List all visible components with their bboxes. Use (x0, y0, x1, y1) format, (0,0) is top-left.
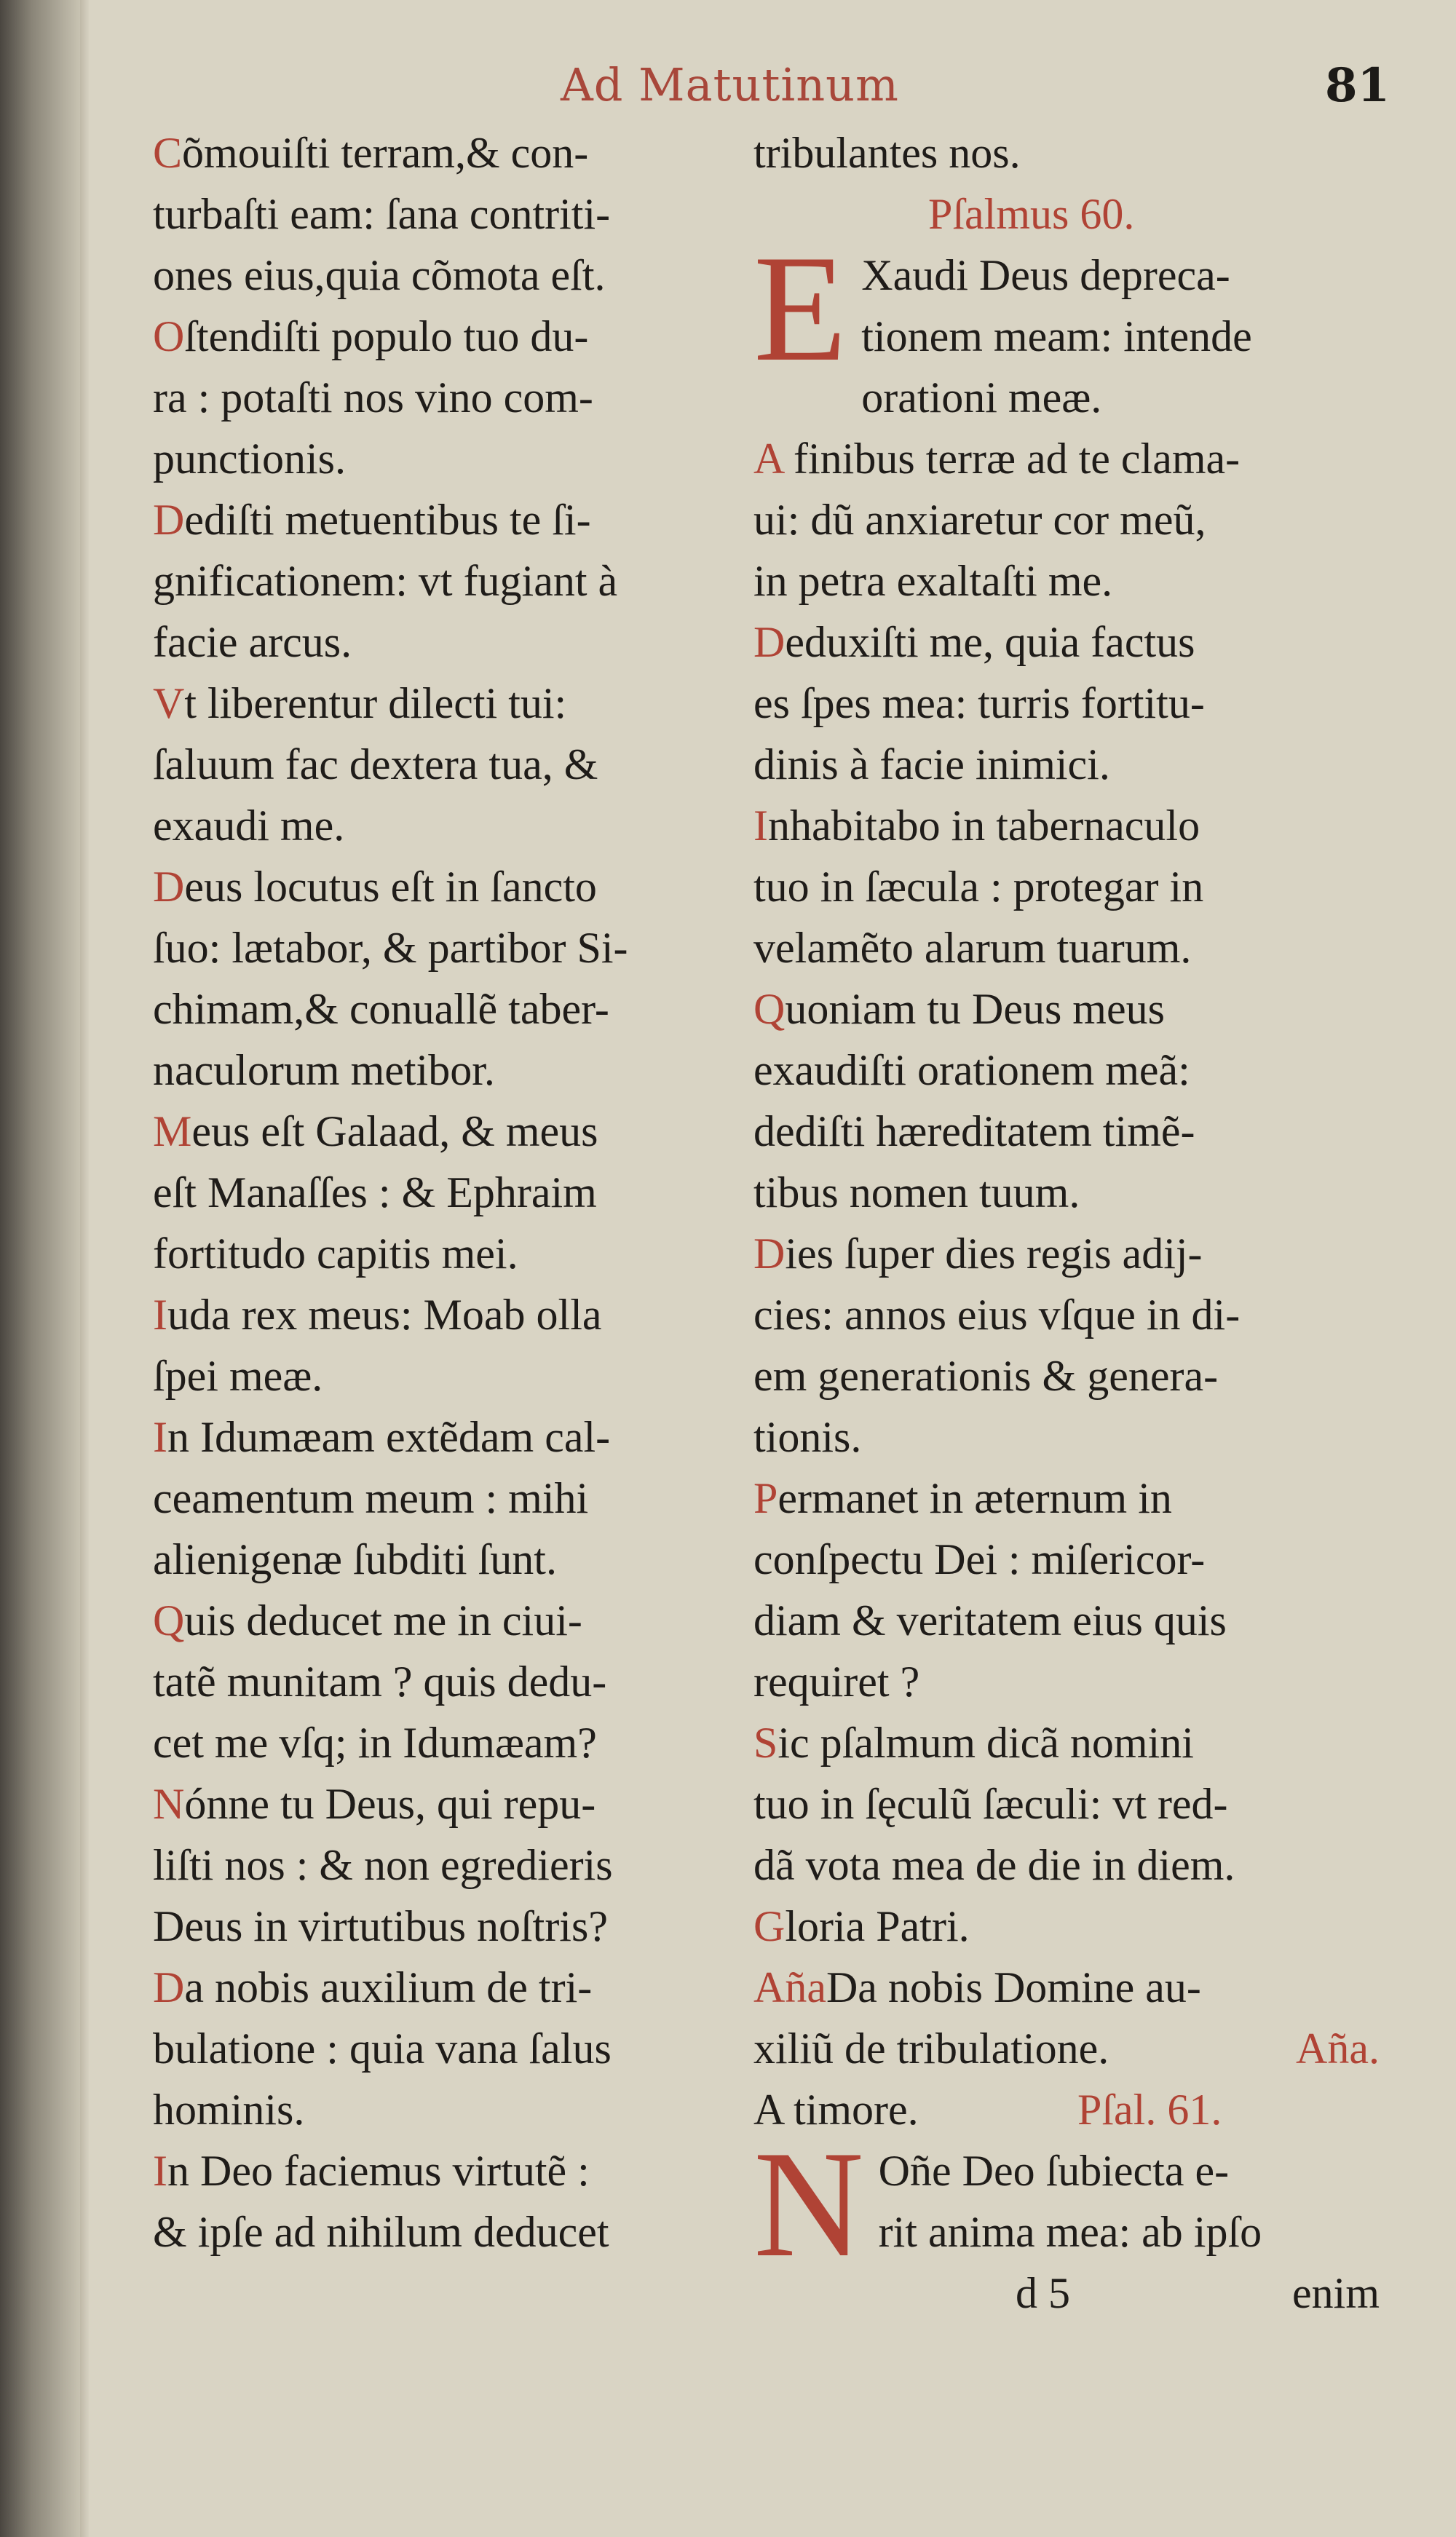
initial-letter: Q (753, 985, 786, 1033)
text-line (153, 1101, 735, 1162)
line-text: tionis. (753, 1413, 862, 1461)
line-text: a nobis auxilium de tri- (184, 1963, 593, 2011)
text-line (153, 1406, 735, 1468)
initial-letter: V (153, 679, 185, 727)
line-text: diam & veritatem eius quis (753, 1596, 1227, 1645)
line-text: ſpei meæ. (153, 1352, 323, 1400)
line-text: tuo in ſæcula : protegar in (753, 863, 1204, 911)
line-text: hominis. (153, 2086, 305, 2134)
line-text: ies ſuper dies regis adij- (785, 1230, 1203, 1278)
text-line (753, 1712, 1380, 1773)
line-text: punctionis. (153, 435, 346, 483)
initial-letter: I (753, 802, 768, 850)
text-line (153, 2018, 735, 2079)
text-line (153, 917, 735, 978)
line-text: es ſpes mea: turris fortitu- (753, 679, 1205, 727)
line-text: eus eſt Galaad, & meus (191, 1107, 598, 1155)
text-line (153, 795, 735, 856)
text-line (753, 1406, 1380, 1468)
text-line (153, 1223, 735, 1284)
signature-mark: d 5 (1016, 2269, 1070, 2317)
text-line (153, 1468, 735, 1529)
text-line (753, 489, 1380, 550)
text-line (753, 1896, 1380, 1957)
catchword: enim (1292, 2269, 1380, 2317)
text-line (153, 1345, 735, 1406)
drop-cap: N (753, 2120, 864, 2289)
line-text: facie arcus. (153, 618, 352, 666)
text-line (153, 1040, 735, 1101)
line-text: uis deducet me in ciui- (184, 1596, 582, 1645)
text-line (753, 856, 1380, 917)
antiphon-text: A timore. (753, 2086, 919, 2134)
initial-letter: S (753, 1719, 778, 1767)
line-text: t liberentur dilecti tui: (184, 679, 567, 727)
initial-letter: O (153, 312, 185, 360)
text-line (153, 183, 735, 245)
page-gutter (80, 0, 89, 2537)
initial-letter: N (153, 1780, 185, 1828)
line-text: ſuo: lætabor, & partibor Si- (153, 924, 628, 972)
text-line (753, 367, 1380, 428)
text-line (153, 2079, 735, 2140)
initial-letter: P (753, 1474, 778, 1522)
text-line: tribulantes nos. (753, 129, 1021, 177)
text-line (753, 1162, 1380, 1223)
initial-letter: D (153, 1963, 185, 2011)
psalm-opening (753, 224, 1380, 393)
text-line (753, 734, 1380, 795)
right-column (753, 122, 1380, 2324)
line-text: dinis à facie inimici. (753, 740, 1110, 788)
text-line: Xaudi Deus depreca- (861, 251, 1230, 299)
psalm-title: Pſalmus 60. (928, 190, 1135, 238)
antiphon-line (753, 2018, 1380, 2079)
text-line (153, 367, 735, 428)
line-text: cet me vſq; in Idumæam? (153, 1719, 597, 1767)
text-line (153, 1896, 735, 1957)
text-line: Oñe Deo ſubiecta e- (878, 2147, 1230, 2195)
line-text: õmouiſti terram,& con- (182, 129, 589, 177)
line-text: velamẽto alarum tuarum. (753, 924, 1192, 972)
text-line (153, 673, 735, 734)
line-text: in petra exaltaſti me. (753, 557, 1113, 605)
line-text: finibus terræ ad te clama- (783, 435, 1241, 483)
text-line (153, 1835, 735, 1896)
line-text: ermanet in æternum in (778, 1474, 1172, 1522)
line-text: ediſti metuentibus te ſi- (184, 496, 591, 544)
initial-letter: D (153, 496, 185, 544)
line-text: & ipſe ad nihilum deducet (153, 2208, 609, 2256)
psalm-title: Pſal. 61. (1077, 2086, 1222, 2134)
text-line (153, 1957, 735, 2018)
text-line (753, 1223, 1380, 1284)
text-line (153, 1590, 735, 1651)
line-text: eſt Manaſſes : & Ephraim (153, 1168, 597, 1216)
line-text: dã vota mea de die in diem. (753, 1841, 1235, 1889)
initial-letter: D (753, 1230, 786, 1278)
line-text: exaudiſti orationem meã: (753, 1046, 1190, 1094)
text-line (153, 489, 735, 550)
line-text: loria Patri. (785, 1902, 970, 1950)
text-line (153, 734, 735, 795)
drop-cap: E (753, 224, 847, 393)
left-column (153, 122, 735, 2263)
running-head: Ad Matutinum (561, 58, 899, 111)
line-text: ſtendiſti populo tuo du- (184, 312, 589, 360)
text-line (153, 245, 735, 306)
book-spine (0, 0, 80, 2537)
line-text: alienigenæ ſubditi ſunt. (153, 1535, 557, 1583)
line-text: uda rex meus: Moab olla (167, 1291, 602, 1339)
psalm-heading (753, 2079, 1380, 2140)
line-text: conſpectu Dei : miſericor- (753, 1535, 1206, 1583)
text-line (753, 1101, 1380, 1162)
text-line (153, 856, 735, 917)
text-line (753, 612, 1380, 673)
line-text: gnificationem: vt fugiant à (153, 557, 618, 605)
line-text: Deus in virtutibus noſtris? (153, 1902, 608, 1950)
line-text: ui: dũ anxiaretur cor meũ, (753, 496, 1206, 544)
line-text: ones eius,quia cõmota eſt. (153, 251, 606, 299)
text-line (153, 1712, 735, 1773)
line-text: requiret ? (753, 1658, 920, 1706)
antiphon-text: Da nobis Domine au- (826, 1963, 1201, 2011)
line-text: ceamentum meum : mihi (153, 1474, 589, 1522)
line-text: eduxiſti me, quia factus (785, 618, 1195, 666)
text-line (153, 550, 735, 612)
initial-letter: Q (153, 1596, 185, 1645)
antiphon-line (753, 1957, 1380, 2018)
text-line (753, 1773, 1380, 1835)
psalm-opening (753, 2120, 1380, 2289)
initial-letter: A (753, 435, 783, 483)
initial-letter: D (153, 863, 185, 911)
text-line (153, 1529, 735, 1590)
line-text: chimam,& conuallẽ taber- (153, 985, 609, 1033)
text-line (753, 1040, 1380, 1101)
text-line (153, 428, 735, 489)
initial-letter: D (753, 618, 786, 666)
initial-letter: M (153, 1107, 192, 1155)
text-line (153, 1284, 735, 1345)
line-text: em generationis & genera- (753, 1352, 1219, 1400)
line-text: ónne tu Deus, qui repu- (184, 1780, 596, 1828)
antiphon-text: xiliũ de tribulatione. (753, 2025, 1109, 2073)
line-text: cies: annos eius vſque in di- (753, 1291, 1241, 1339)
text-line (153, 978, 735, 1040)
line-text: ra : potaſti nos vino com- (153, 373, 593, 421)
text-line (753, 1468, 1380, 1529)
line-text: naculorum metibor. (153, 1046, 495, 1094)
text-line (753, 1284, 1380, 1345)
line-text: ic pſalmum dicã nomini (778, 1719, 1194, 1767)
text-line (753, 1590, 1380, 1651)
line-text: tibus nomen tuum. (753, 1168, 1080, 1216)
line-text: fortitudo capitis mei. (153, 1230, 518, 1278)
text-line: tionem meam: intende (861, 312, 1252, 360)
line-text: nhabitabo in tabernaculo (767, 802, 1200, 850)
line-text: orationi meæ. (861, 373, 1102, 421)
antiphon-label: Aña (753, 1963, 826, 2011)
initial-letter: I (153, 2147, 167, 2195)
line-text: liſti nos : & non egredieris (153, 1841, 613, 1889)
text-line (153, 1162, 735, 1223)
initial-letter: C (153, 129, 183, 177)
initial-letter: I (153, 1291, 167, 1339)
text-line (153, 612, 735, 673)
line-text: n Deo faciemus virtutẽ : (167, 2147, 590, 2195)
text-line (153, 306, 735, 367)
line-text: dediſti hæreditatem timẽ- (753, 1107, 1195, 1155)
line-text: n Idumæam extẽdam cal- (167, 1413, 611, 1461)
page-number: 81 (1325, 58, 1390, 113)
line-text: eus locutus eſt in ſancto (184, 863, 597, 911)
text-line (153, 1651, 735, 1712)
text-line (753, 428, 1380, 489)
text-line (153, 1773, 735, 1835)
text-line (753, 550, 1380, 612)
text-line (753, 673, 1380, 734)
text-line: rit anima mea: ab ipſo (878, 2208, 1262, 2256)
line-text: ſaluum fac dextera tua, & (153, 740, 598, 788)
text-line (153, 122, 735, 183)
catch-line (753, 2263, 1380, 2324)
line-text: turbaſti eam: ſana contriti- (153, 190, 611, 238)
text-line (753, 795, 1380, 856)
line-text: tuo in ſęculũ ſæculi: vt red- (753, 1780, 1228, 1828)
initial-letter: G (753, 1902, 786, 1950)
text-line (153, 2140, 735, 2201)
text-line (753, 1651, 1380, 1712)
text-line (753, 1345, 1380, 1406)
page-header (0, 58, 1456, 131)
line-text: exaudi me. (153, 802, 345, 850)
line-text: uoniam tu Deus meus (785, 985, 1165, 1033)
text-line (753, 917, 1380, 978)
text-line (753, 978, 1380, 1040)
verse-lines (753, 367, 1380, 1957)
line-text: tatẽ munitam ? quis dedu- (153, 1658, 607, 1706)
initial-letter: I (153, 1413, 167, 1461)
line-text: bulatione : quia vana ſalus (153, 2025, 612, 2073)
text-line (753, 1835, 1380, 1896)
text-line (753, 1529, 1380, 1590)
text-line (153, 2201, 735, 2263)
antiphon-label: Aña. (1296, 2025, 1380, 2073)
